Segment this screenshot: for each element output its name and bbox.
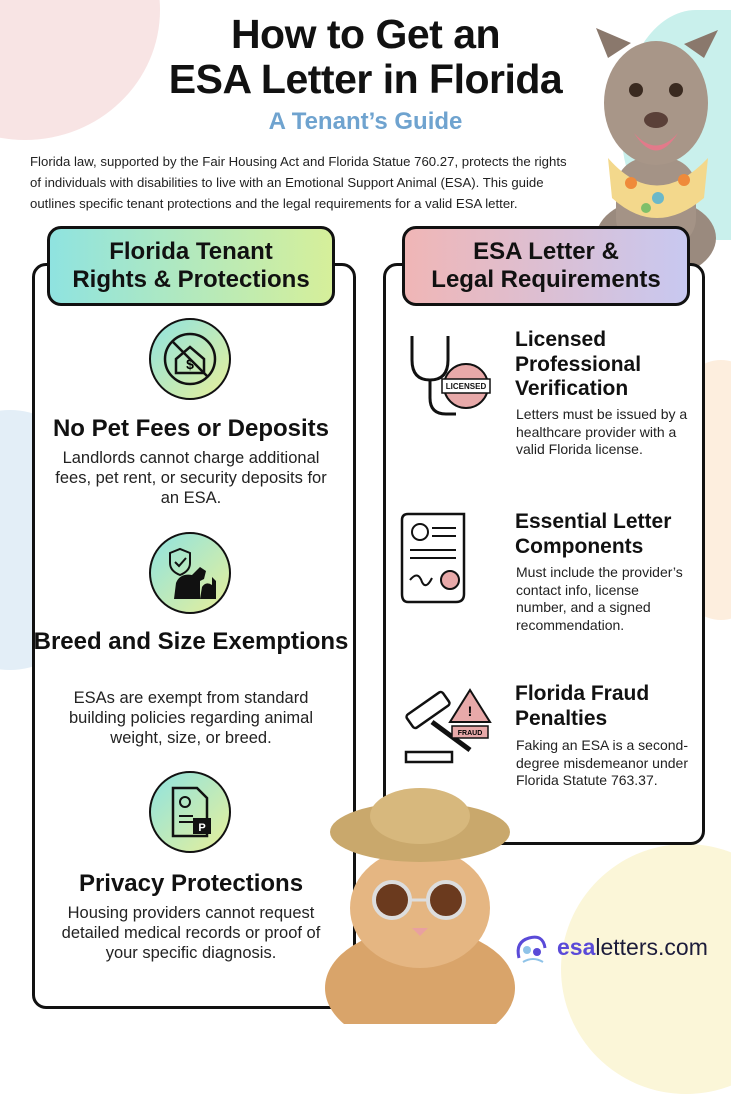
- page-subtitle: A Tenant’s Guide: [268, 108, 463, 135]
- heading-line-2: Legal Requirements: [431, 266, 661, 293]
- right-item-1-title: Licensed Professional Verification: [515, 328, 642, 400]
- licensed-stamp-text: LICENSED: [445, 382, 487, 391]
- no-fees-house-icon: [149, 318, 231, 400]
- svg-text:!: !: [467, 703, 473, 719]
- heading-line-2: Rights & Protections: [72, 266, 310, 293]
- heading-line-1: ESA Letter &: [473, 238, 619, 265]
- title-line-1: How to Get an: [230, 11, 501, 57]
- dog-cat-shield-icon: [149, 532, 231, 614]
- left-item-2-title: Breed and Size Exemptions: [33, 628, 349, 655]
- left-item-3-body: Housing providers cannot request detailed medical records or proof of your specific diagnosis.: [61, 904, 321, 962]
- right-item-3-title: Florida Fraud Penalties: [515, 682, 650, 730]
- legal-requirements-heading: [402, 226, 690, 306]
- tenant-rights-heading: [47, 226, 335, 306]
- fraud-stamp-text: FRAUD: [457, 730, 483, 737]
- cat-photo: [320, 788, 520, 1024]
- logo-wordmark: [557, 934, 708, 961]
- right-item-2-title: Essential Letter Components: [515, 510, 672, 558]
- heading-line-1: Florida Tenant: [109, 238, 273, 265]
- decor-circle-bottom-right: [561, 844, 731, 1094]
- signed-document-icon: [400, 510, 480, 604]
- left-item-1-title: No Pet Fees or Deposits: [52, 415, 330, 442]
- locked-document-icon: [149, 771, 231, 853]
- title-line-2: ESA Letter in Florida: [168, 56, 563, 102]
- gavel-warning-icon: [400, 686, 494, 770]
- left-item-2-body: ESAs are exempt from standard building policies regarding animal weight, size, or breed.: [69, 689, 313, 747]
- stethoscope-icon: [402, 330, 494, 420]
- right-item-2-body: Must include the provider’s contact info, license number, and a signed recommendation.: [516, 564, 683, 633]
- left-item-3-title: Privacy Protections: [78, 870, 304, 897]
- right-item-3-body: Faking an ESA is a second-degree misdemeanor under Florida Statute 763.37.: [516, 737, 688, 788]
- logo-part-2: letters.com: [595, 933, 708, 960]
- esaletters-logo[interactable]: [513, 928, 708, 966]
- left-item-1-body: Landlords cannot charge additional fees, pet rent, or security deposits for an ESA.: [55, 449, 327, 507]
- logo-part-1: esa: [557, 933, 596, 960]
- intro-paragraph: Florida law, supported by the Fair Housing Act and Florida Statue 760.27, protects the rights of individuals with disabilities to live with an Emotional Support Animal (ESA). This guide outlines specific tenant protections and the legal requirements for a valid ESA letter.: [30, 154, 567, 211]
- svg-text:P: P: [198, 822, 206, 834]
- right-item-1-body: Letters must be issued by a healthcare provider with a valid Florida license.: [516, 406, 688, 457]
- logo-mark-icon: [513, 928, 551, 966]
- svg-text:$: $: [186, 356, 194, 372]
